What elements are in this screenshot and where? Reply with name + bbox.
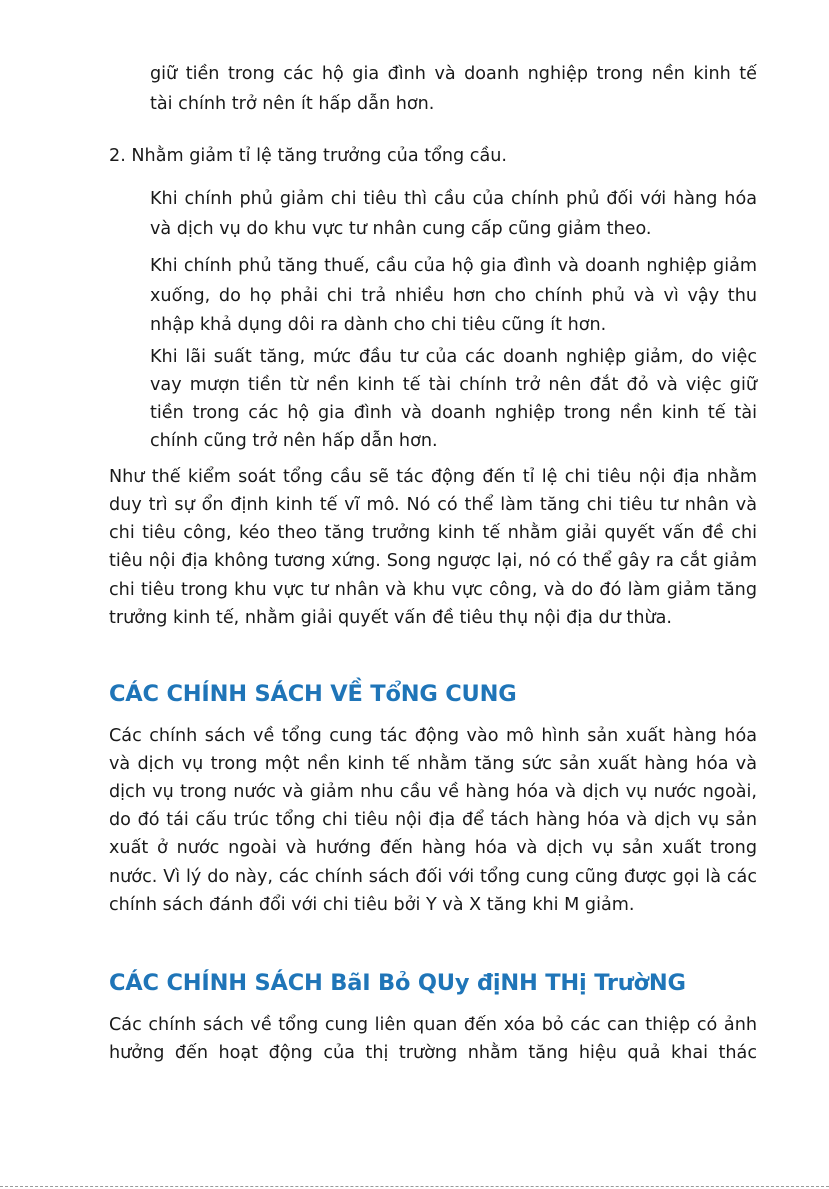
text-line: nước. Vì lý do này, các chính sách đối với tổng cung cũng được gọi là các: [109, 867, 757, 887]
text-line: Các chính sách về tổng cung tác động vào mô hình sản xuất hàng hóa: [109, 726, 757, 746]
text-line: và dịch vụ do khu vực tư nhân cung cấp cũng giảm theo.: [150, 219, 652, 239]
text-line: chi tiêu trong khu vực tư nhân và khu vực công, và do đó làm giảm tăng: [109, 580, 757, 600]
text-line: nhập khả dụng dôi ra dành cho chi tiêu cũng ít hơn.: [150, 315, 607, 335]
text-line: giữ tiền trong các hộ gia đình và doanh nghiệp trong nền kinh tế: [150, 64, 757, 84]
text-line: trưởng kinh tế, nhằm giải quyết vấn đề tiêu thụ nội địa dư thừa.: [109, 608, 672, 628]
text-line: do đó tái cấu trúc tổng chi tiêu nội địa để tách hàng hóa và dịch vụ sản: [109, 810, 757, 830]
text-line: chính cũng trở nên hấp dẫn hơn.: [150, 431, 438, 451]
text-line: và dịch vụ trong một nền kinh tế nhằm tăng sức sản xuất hàng hóa và: [109, 754, 757, 774]
text-line: xuống, do họ phải chi trả nhiều hơn cho chính phủ và vì vậy thu: [150, 286, 757, 306]
text-line: Khi lãi suất tăng, mức đầu tư của các doanh nghiệp giảm, do việc: [150, 347, 757, 367]
text-line: Như thế kiểm soát tổng cầu sẽ tác động đến tỉ lệ chi tiêu nội địa nhằm: [109, 467, 757, 487]
section-heading: CÁC CHÍNH SÁCH BãI Bỏ QUy địNH THị TrườNG: [109, 970, 686, 996]
numbered-item: 2. Nhằm giảm tỉ lệ tăng trưởng của tổng cầu.: [109, 146, 507, 166]
text-line: chính sách đánh đổi với chi tiêu bởi Y và X tăng khi M giảm.: [109, 895, 635, 915]
text-line: tiền trong các hộ gia đình và doanh nghiệp trong nền kinh tế tài: [150, 403, 757, 423]
text-line: chi tiêu công, kéo theo tăng trưởng kinh tế nhằm giải quyết vấn đề chi: [109, 523, 757, 543]
text-line: Khi chính phủ tăng thuế, cầu của hộ gia đình và doanh nghiệp giảm: [150, 256, 757, 276]
text-line: Khi chính phủ giảm chi tiêu thì cầu của chính phủ đối với hàng hóa: [150, 189, 757, 209]
text-line: tiêu nội địa không tương xứng. Song ngược lại, nó có thể gây ra cắt giảm: [109, 551, 757, 571]
text-line: Các chính sách về tổng cung liên quan đến xóa bỏ các can thiệp có ảnh: [109, 1015, 757, 1035]
text-line: hưởng đến hoạt động của thị trường nhằm tăng hiệu quả khai thác: [109, 1043, 757, 1063]
text-line: duy trì sự ổn định kinh tế vĩ mô. Nó có thể làm tăng chi tiêu tư nhân và: [109, 495, 757, 515]
text-line: tài chính trở nên ít hấp dẫn hơn.: [150, 94, 435, 114]
text-line: vay mượn tiền từ nền kinh tế tài chính trở nên đắt đỏ và việc giữ: [150, 375, 757, 395]
text-line: xuất ở nước ngoài và hướng đến hàng hóa và dịch vụ sản xuất trong: [109, 838, 757, 858]
section-heading: CÁC CHÍNH SÁCH VỀ TổNG CUNG: [109, 681, 517, 707]
text-line: dịch vụ trong nước và giảm nhu cầu về hàng hóa và dịch vụ nước ngoài,: [109, 782, 757, 802]
page-bottom-rule: [0, 1186, 829, 1187]
